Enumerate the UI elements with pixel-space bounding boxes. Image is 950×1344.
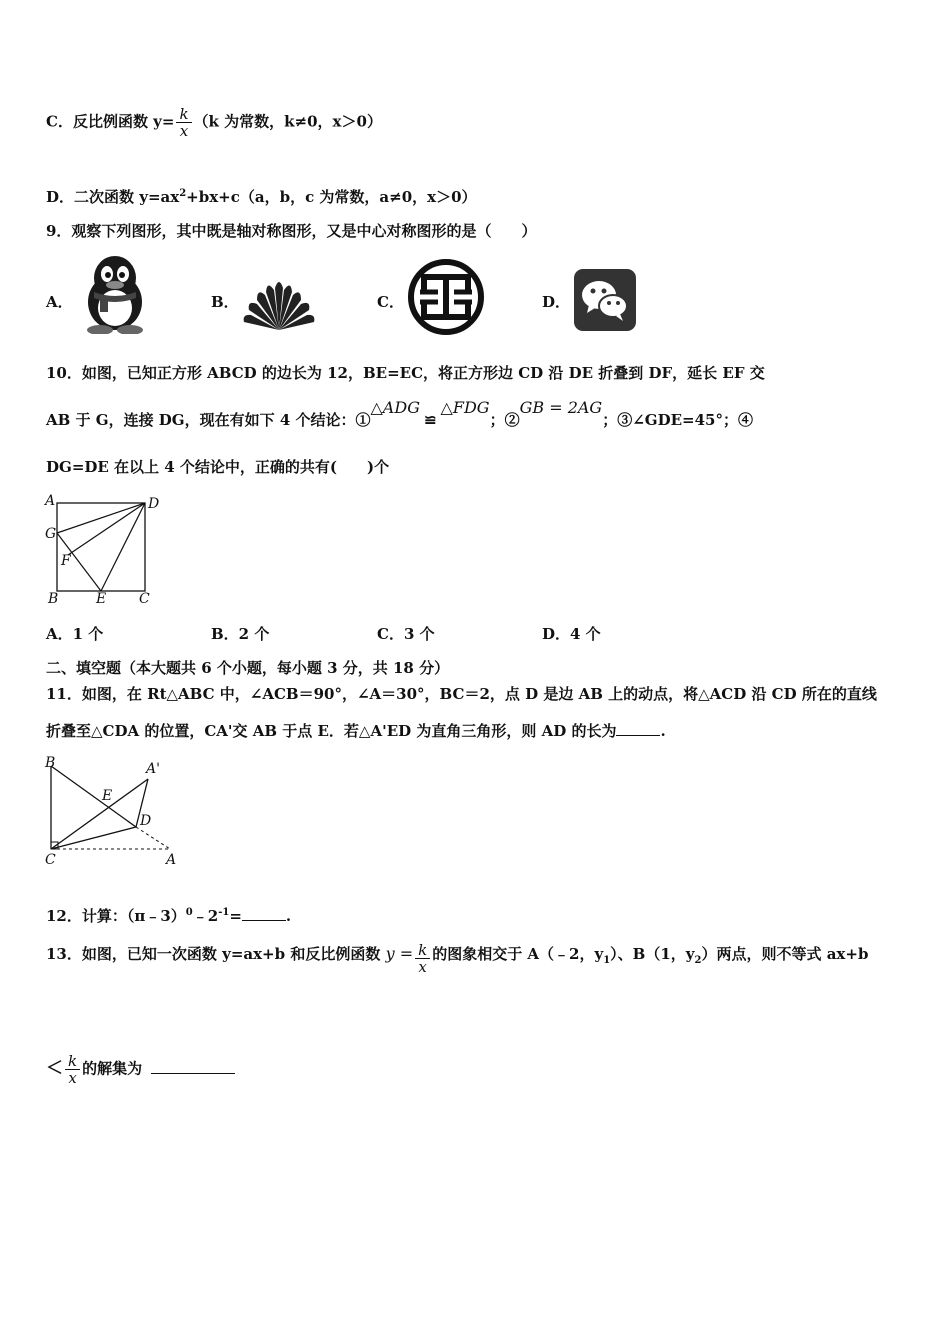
q10-line2 [46,398,753,430]
q9-label-d: D． [542,293,571,311]
q8-option-d-suffix: +bx+c（a，b，c 为常数，a≠0，x＞0） [186,188,477,206]
q11-end: . [660,722,666,740]
frac-denominator: x [418,958,427,976]
q8-option-d-prefix: D．二次函数 y=ax [46,188,180,206]
frac-denominator: x [179,122,189,140]
q11-line2 [46,720,666,741]
fraction-k-over-x [415,942,430,975]
q10-line3: DG=DE 在以上 4 个结论中，正确的共有( )个 [46,458,390,476]
fig-label-d: D [140,813,152,829]
penguin-logo-icon [76,252,154,334]
q10-option-a: A．1 个 [46,625,104,643]
frac-numerator: k [176,106,191,123]
q10-sep: ；② [489,411,520,429]
q12-mid: ﹣2 [192,907,219,925]
q13-solution-label: 的解集为 [82,1059,143,1078]
subscript-2: 2 [694,955,702,966]
congruent-symbol: ≌ [423,411,437,429]
q10-option-c: C．3 个 [377,625,435,643]
q9-label-a: A． [46,293,73,311]
answer-blank [616,721,660,736]
q12-prefix: 12．计算：（π﹣3） [46,907,186,925]
fraction-k-over-x [65,1053,80,1086]
q11-line1: 11．如图，在 Rt△ABC 中，∠ACB＝90°，∠A＝30°，BC＝2，点 D 是边 AB 上的动点，将△ACD 沿 CD 所在的直线 [46,685,877,703]
section-heading: 二、填空题（本大题共 6 个小题，每小题 3 分，共 18 分） [46,659,450,677]
q13-prefix: 13．如图，已知一次函数 y=ax+b 和反比例函数 [46,945,381,963]
q13-mid: ）、B（1，y [610,945,695,963]
fig-label-f: F [61,553,71,569]
q9-label-c: C． [377,293,404,311]
subscript-1: 1 [603,955,611,966]
expr-gb-2ag: GB = 2AG [519,398,603,417]
fig-label-a: A [45,493,56,509]
frac-denominator: x [68,1069,77,1087]
q12-equals: = [229,907,242,925]
q10-option-b: B．2 个 [211,625,270,643]
huawei-logo-icon [239,268,319,334]
fig-label-b: B [45,755,56,771]
q10-option-d: D．4 个 [542,625,601,643]
fraction-k-over-x [176,106,191,139]
q13-text: 的图象相交于 A（﹣2，y [432,945,604,963]
fig-label-e: E [102,788,113,804]
fig-label-c: C [139,591,150,607]
answer-blank [151,1059,235,1074]
frac-numerator: k [415,942,430,959]
icbc-logo-icon [404,258,488,336]
wechat-logo-icon [573,268,637,332]
q10-text-1: 10．如图，已知正方形 ABCD 的边长为 12，BE=EC，将正方形边 CD 沿 DE 折叠到 DF，延长 EF 交 [46,364,765,382]
q9-stem: 9．观察下列图形，其中既是轴对称图形，又是中心对称图形的是（ ） [46,222,537,240]
fig-label-e: E [96,591,107,607]
y-equals: y = [385,944,414,963]
fig-label-a-prime: A' [146,761,160,777]
q8-option-c-prefix: C．反比例函数 y= [46,112,175,131]
q10-text-3: ；③∠GDE=45°；④ [602,411,753,429]
q11-text: 折叠至△CDA 的位置，CA'交 AB 于点 E．若△A'ED 为直角三角形，则 AD 的长为 [46,722,617,740]
q13-line1 [46,942,868,975]
fig-label-g: G [45,526,57,542]
exponent-neg1: -1 [218,907,230,918]
q13-text-2: ）两点，则不等式 ax+b [701,945,869,963]
q8-option-d [46,186,477,207]
exponent-0: 0 [185,907,193,918]
exponent: 2 [179,188,187,199]
fig-label-b: B [48,591,59,607]
frac-numerator: k [65,1053,80,1070]
fig-label-d: D [148,496,160,512]
expr-triangle-fdg: △FDG [440,398,490,417]
answer-blank [242,906,286,921]
q9-label-b: B． [211,293,239,311]
expr-triangle-adg: △ADG [370,398,420,417]
less-than: ＜ [46,1058,63,1079]
q10-figure [42,492,167,608]
fig-label-a: A [166,852,177,868]
q12 [46,905,291,926]
q10-line1 [46,362,765,383]
q12-end: . [285,907,292,925]
q10-text-2: AB 于 G，连接 DG，现在有如下 4 个结论：① [46,411,371,429]
fig-label-c: C [45,852,56,868]
q13-line2 [46,1053,235,1086]
q8-option-c [46,106,382,139]
q11-figure [42,752,182,870]
q8-option-c-suffix: （k 为常数，k≠0，x＞0） [193,112,382,131]
